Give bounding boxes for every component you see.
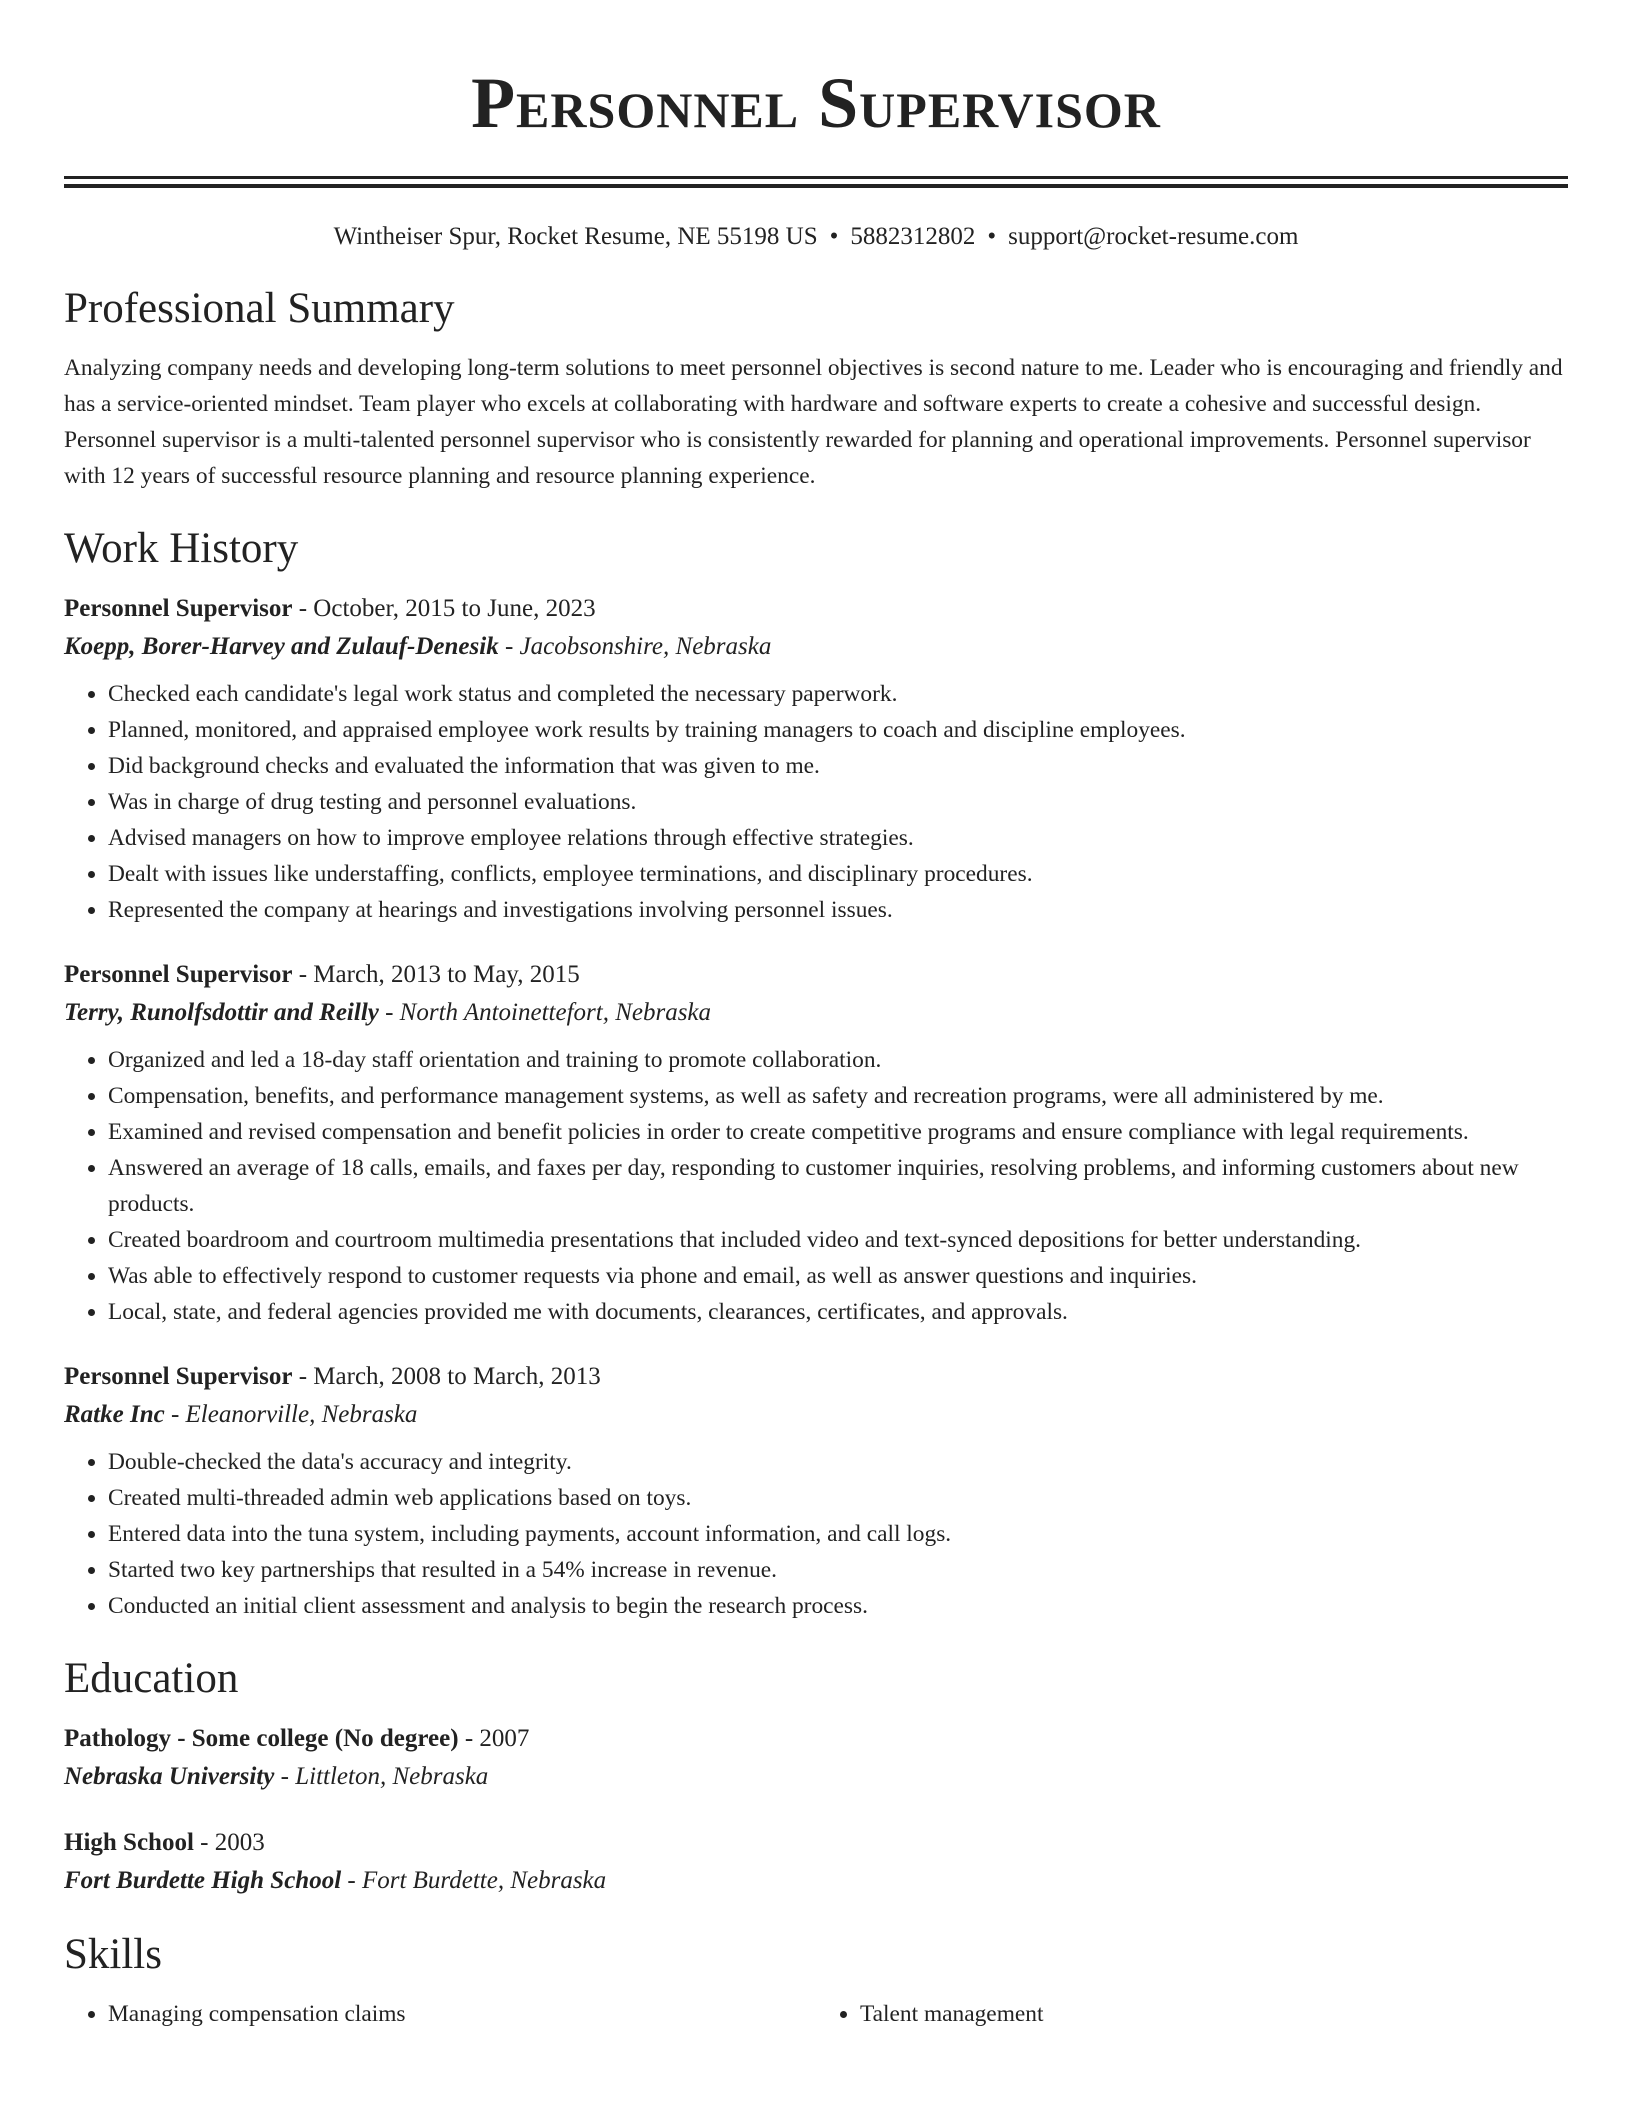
list-item: • Created multi-threaded admin web applications based on toys. — [108, 1480, 1568, 1516]
job-entry — [64, 1358, 1568, 1624]
job-company: Ratke Inc — [64, 1401, 165, 1428]
job-heading — [64, 1358, 1568, 1396]
contact-phone: 5882312802 — [850, 223, 976, 250]
job-bullets — [64, 1042, 1568, 1330]
job-company: Koepp, Borer-Harvey and Zulauf-Denesik — [64, 633, 499, 660]
list-item: • Organized and led a 18-day staff orientation and training to promote collaboration. — [108, 1042, 1568, 1078]
job-heading — [64, 956, 1568, 994]
contact-separator: • — [829, 223, 839, 250]
job-role: Personnel Supervisor — [64, 961, 293, 988]
list-item: • Entered data into the tuna system, including payments, account information, and call logs. — [108, 1516, 1568, 1552]
work-history-section — [64, 522, 1568, 1624]
resume-name: Personnel Supervisor — [471, 63, 1161, 143]
job-role: Personnel Supervisor — [64, 595, 293, 622]
education-degree: Pathology - Some college (No degree) — [64, 1725, 459, 1752]
job-dates: - October, 2015 to June, 2023 — [298, 595, 596, 622]
education-school: Nebraska University — [64, 1763, 275, 1790]
list-item: • Local, state, and federal agencies provided me with documents, clearances, certificates, and approvals. — [108, 1294, 1568, 1330]
list-item: • Planned, monitored, and appraised employee work results by training managers to coach and discipline employees. — [108, 712, 1568, 748]
list-item: • Was in charge of drug testing and personnel evaluations. — [108, 784, 1568, 820]
list-item: • Talent management — [860, 1996, 1568, 2032]
list-item: • Started two key partnerships that resulted in a 54% increase in revenue. — [108, 1552, 1568, 1588]
contact-line — [64, 220, 1568, 254]
header-double-rule — [64, 176, 1568, 188]
job-entry — [64, 590, 1568, 928]
skills-section — [64, 1928, 1568, 2032]
education-entry — [64, 1720, 1568, 1796]
list-item: • Did background checks and evaluated the information that was given to me. — [108, 748, 1568, 784]
education-year: - 2003 — [200, 1829, 265, 1856]
skills-columns — [64, 1996, 1568, 2032]
job-company-line — [64, 994, 1568, 1032]
list-item: • Created boardroom and courtroom multimedia presentations that included video and text-synced depositions for better understanding. — [108, 1222, 1568, 1258]
contact-separator: • — [987, 223, 997, 250]
contact-address: Wintheiser Spur, Rocket Resume, NE 55198 US — [333, 223, 818, 250]
job-company-line — [64, 1396, 1568, 1434]
job-dates: - March, 2013 to May, 2015 — [298, 961, 580, 988]
job-heading — [64, 590, 1568, 628]
education-title: Education — [64, 1655, 239, 1702]
education-location: - Fort Burdette, Nebraska — [347, 1867, 607, 1894]
education-entry — [64, 1824, 1568, 1900]
list-item: • Conducted an initial client assessment and analysis to begin the research process. — [108, 1588, 1568, 1624]
skills-left-column — [64, 1996, 816, 2032]
contact-email: support@rocket-resume.com — [1008, 223, 1299, 250]
list-item: • Represented the company at hearings and investigations involving personnel issues. — [108, 892, 1568, 928]
education-school-line — [64, 1862, 1568, 1900]
education-location: - Littleton, Nebraska — [280, 1763, 489, 1790]
job-role: Personnel Supervisor — [64, 1363, 293, 1390]
list-item: • Double-checked the data's accuracy and integrity. — [108, 1444, 1568, 1480]
job-entry — [64, 956, 1568, 1330]
job-company: Terry, Runolfsdottir and Reilly — [64, 999, 379, 1026]
list-item: • Compensation, benefits, and performance management systems, as well as safety and recreation programs, were all administered by me. — [108, 1078, 1568, 1114]
education-heading — [64, 1824, 1568, 1862]
education-degree: High School — [64, 1829, 194, 1856]
job-bullets — [64, 1444, 1568, 1624]
job-location: - Jacobsonshire, Nebraska — [504, 633, 772, 660]
job-company-line — [64, 628, 1568, 666]
summary-title: Professional Summary — [64, 285, 455, 332]
list-item: • Advised managers on how to improve employee relations through effective strategies. — [108, 820, 1568, 856]
education-school: Fort Burdette High School — [64, 1867, 342, 1894]
job-location: - Eleanorville, Nebraska — [170, 1401, 418, 1428]
summary-section — [64, 282, 1568, 494]
skills-title: Skills — [64, 1931, 162, 1978]
job-location: - North Antoinettefort, Nebraska — [385, 999, 712, 1026]
job-dates: - March, 2008 to March, 2013 — [298, 1363, 601, 1390]
summary-text: Analyzing company needs and developing long-term solutions to meet personnel objectives is second nature to me. Leader who is encouraging and friendly and has a service-oriented mindset. Team player who excels at collaborating with hardware and software experts to create a cohesive and successful design. Personnel supervisor is a multi-talented personnel supervisor who is consistently rewarded for planning and operational improvements. Personnel supervisor with 12 years of successful resource planning and resource planning experience. — [64, 355, 1563, 489]
education-heading — [64, 1720, 1568, 1758]
list-item: • Managing compensation claims — [108, 1996, 816, 2032]
list-item: • Answered an average of 18 calls, emails, and faxes per day, responding to customer inquiries, resolving problems, and informing customers about new products. — [108, 1150, 1568, 1222]
education-year: - 2007 — [464, 1725, 530, 1752]
education-section — [64, 1652, 1568, 1900]
education-school-line — [64, 1758, 1568, 1796]
work-history-title: Work History — [64, 525, 299, 572]
job-bullets — [64, 676, 1568, 928]
list-item: • Examined and revised compensation and benefit policies in order to create competitive programs and ensure compliance with legal requirements. — [108, 1114, 1568, 1150]
list-item: • Dealt with issues like understaffing, conflicts, employee terminations, and disciplinary procedures. — [108, 856, 1568, 892]
skills-right-column — [816, 1996, 1568, 2032]
list-item: • Checked each candidate's legal work status and completed the necessary paperwork. — [108, 676, 1568, 712]
list-item: • Was able to effectively respond to customer requests via phone and email, as well as answer questions and inquiries. — [108, 1258, 1568, 1294]
